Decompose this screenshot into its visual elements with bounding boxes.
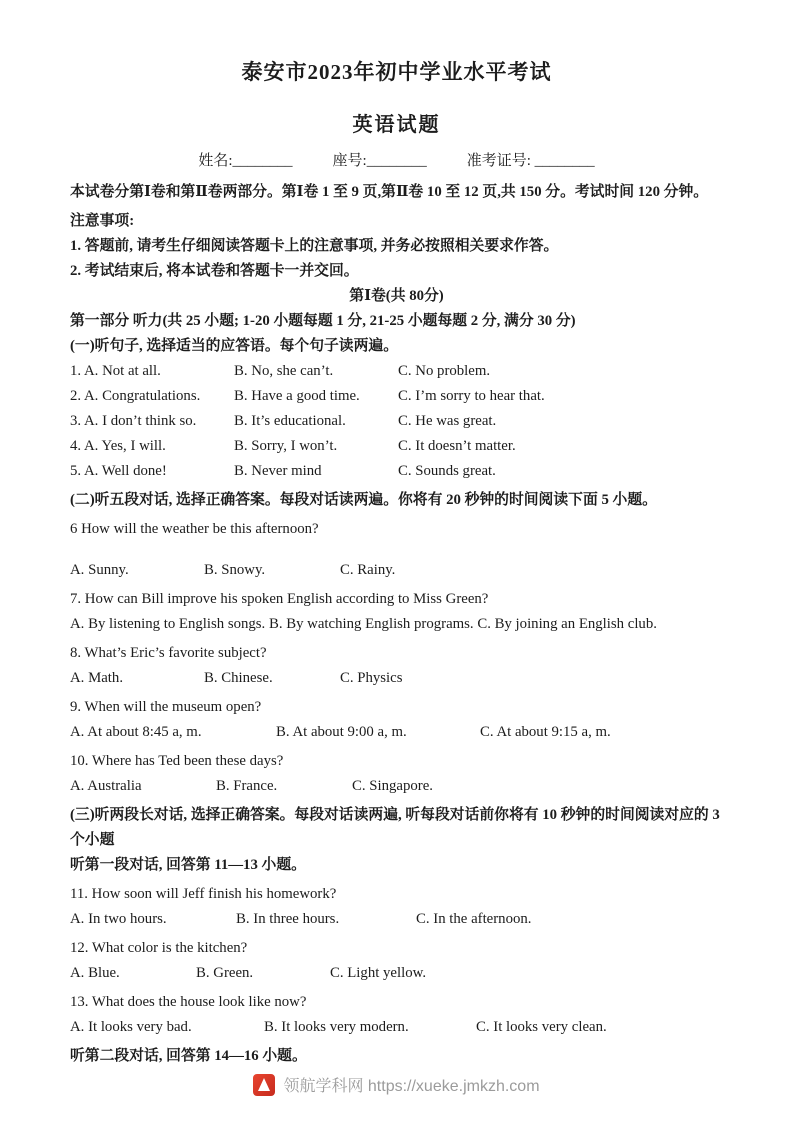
q1-option-c: C. No problem. [398, 363, 491, 379]
q4-option-c: C. It doesn’t matter. [398, 438, 516, 454]
q10-option-c: C. Singapore. [352, 778, 433, 794]
question-7-options: A. By listening to English songs. B. By watching English programs. C. By joining an English club. [70, 616, 657, 632]
q10-option-a: A. Australia [70, 778, 142, 794]
exam-no-blank-field: 准考证号: ________ [466, 153, 595, 169]
q8-option-a: A. Math. [70, 670, 124, 686]
question-8-options [70, 666, 723, 691]
q2-option-a: 2. A. Congratulations. [70, 388, 201, 404]
question-6-options [70, 558, 723, 583]
watermark-link[interactable]: 领航学科网 https://xueke.jmkzh.com [283, 1078, 540, 1095]
question-8-stem: 8. What’s Eric’s favorite subject? [70, 645, 267, 661]
seat-blank-field: 座号:________ [332, 153, 427, 169]
q3-option-a: 3. A. I don’t think so. [70, 413, 197, 429]
exam-title: 泰安市2023年初中学业水平考试 [241, 60, 552, 84]
question-13-stem: 13. What does the house look like now? [70, 994, 307, 1010]
section3-heading: (三)听两段长对话, 选择正确答案。每段对话读两遍, 听每段对话前你将有 10 秒钟的时间阅读对应的 3 个小题 [70, 807, 720, 848]
volume-title: 第Ⅰ卷(共 80分) [349, 288, 444, 304]
q6-option-c: C. Rainy. [340, 562, 396, 578]
q11-option-b: B. In three hours. [236, 911, 340, 927]
q4-option-a: 4. A. Yes, I will. [70, 438, 166, 454]
q6-option-a: A. Sunny. [70, 562, 129, 578]
q11-option-c: C. In the afternoon. [416, 911, 532, 927]
q4-option-b: B. Sorry, I won’t. [234, 438, 338, 454]
q1-option-a: 1. A. Not at all. [70, 363, 161, 379]
q12-option-c: C. Light yellow. [330, 965, 427, 981]
note-item-1: 1. 答题前, 请考生仔细阅读答题卡上的注意事项, 并务必按照相关要求作答。 [70, 238, 559, 254]
question-9-stem: 9. When will the museum open? [70, 699, 262, 715]
q2-option-b: B. Have a good time. [234, 388, 360, 404]
question-5 [70, 459, 723, 484]
section1-heading: (一)听句子, 选择适当的应答语。每个句子读两遍。 [70, 338, 398, 354]
q3-option-c: C. He was great. [398, 413, 497, 429]
question-2 [70, 384, 723, 409]
part1-title: 第一部分 听力(共 25 小题; 1-20 小题每题 1 分, 21-25 小题每题 2 分, 满分 30 分) [70, 313, 576, 329]
note-item-2: 2. 考试结束后, 将本试卷和答题卡一并交回。 [70, 263, 359, 279]
exam-subtitle: 英语试题 [352, 114, 441, 136]
q12-option-a: A. Blue. [70, 965, 120, 981]
q13-option-b: B. It looks very modern. [264, 1019, 409, 1035]
q5-option-c: C. Sounds great. [398, 463, 496, 479]
question-12-stem: 12. What color is the kitchen? [70, 940, 248, 956]
watermark-footer [0, 1073, 793, 1096]
q13-option-a: A. It looks very bad. [70, 1019, 192, 1035]
question-4 [70, 434, 723, 459]
q9-option-a: A. At about 8:45 a, m. [70, 724, 202, 740]
q12-option-b: B. Green. [196, 965, 254, 981]
q2-option-c: C. I’m sorry to hear that. [398, 388, 545, 404]
q10-option-b: B. France. [216, 778, 278, 794]
question-7-stem: 7. How can Bill improve his spoken English according to Miss Green? [70, 591, 489, 607]
q13-option-c: C. It looks very clean. [476, 1019, 607, 1035]
question-6-stem: 6 How will the weather be this afternoon? [70, 521, 319, 537]
q9-option-b: B. At about 9:00 a, m. [276, 724, 407, 740]
q5-option-a: 5. A. Well done! [70, 463, 167, 479]
dialog2-label: 听第二段对话, 回答第 14—16 小题。 [70, 1048, 307, 1064]
q1-option-b: B. No, she can’t. [234, 363, 334, 379]
q9-option-c: C. At about 9:15 a, m. [480, 724, 611, 740]
notes-title: 注意事项: [70, 213, 135, 229]
q3-option-b: B. It’s educational. [234, 413, 346, 429]
xueke-site-logo-icon [253, 1074, 275, 1096]
name-blank-field: 姓名:________ [198, 153, 293, 169]
question-10-options [70, 774, 723, 799]
question-1 [70, 359, 723, 384]
question-3 [70, 409, 723, 434]
q8-option-b: B. Chinese. [204, 670, 273, 686]
q11-option-a: A. In two hours. [70, 911, 167, 927]
question-10-stem: 10. Where has Ted been these days? [70, 753, 284, 769]
q6-option-b: B. Snowy. [204, 562, 266, 578]
question-11-stem: 11. How soon will Jeff finish his homework? [70, 886, 337, 902]
section2-heading: (二)听五段对话, 选择正确答案。每段对话读两遍。你将有 20 秒钟的时间阅读下面 5 小题。 [70, 492, 657, 508]
question-13-options [70, 1015, 723, 1040]
q5-option-b: B. Never mind [234, 463, 322, 479]
exam-summary: 本试卷分第Ⅰ卷和第Ⅱ卷两部分。第Ⅰ卷 1 至 9 页,第Ⅱ卷 10 至 12 页,共 150 分。考试时间 120 分钟。 [70, 184, 709, 200]
question-12-options [70, 961, 723, 986]
dialog1-label: 听第一段对话, 回答第 11—13 小题。 [70, 857, 306, 873]
q8-option-c: C. Physics [340, 670, 403, 686]
candidate-fields [70, 149, 723, 170]
question-11-options [70, 907, 723, 932]
question-9-options [70, 720, 723, 745]
